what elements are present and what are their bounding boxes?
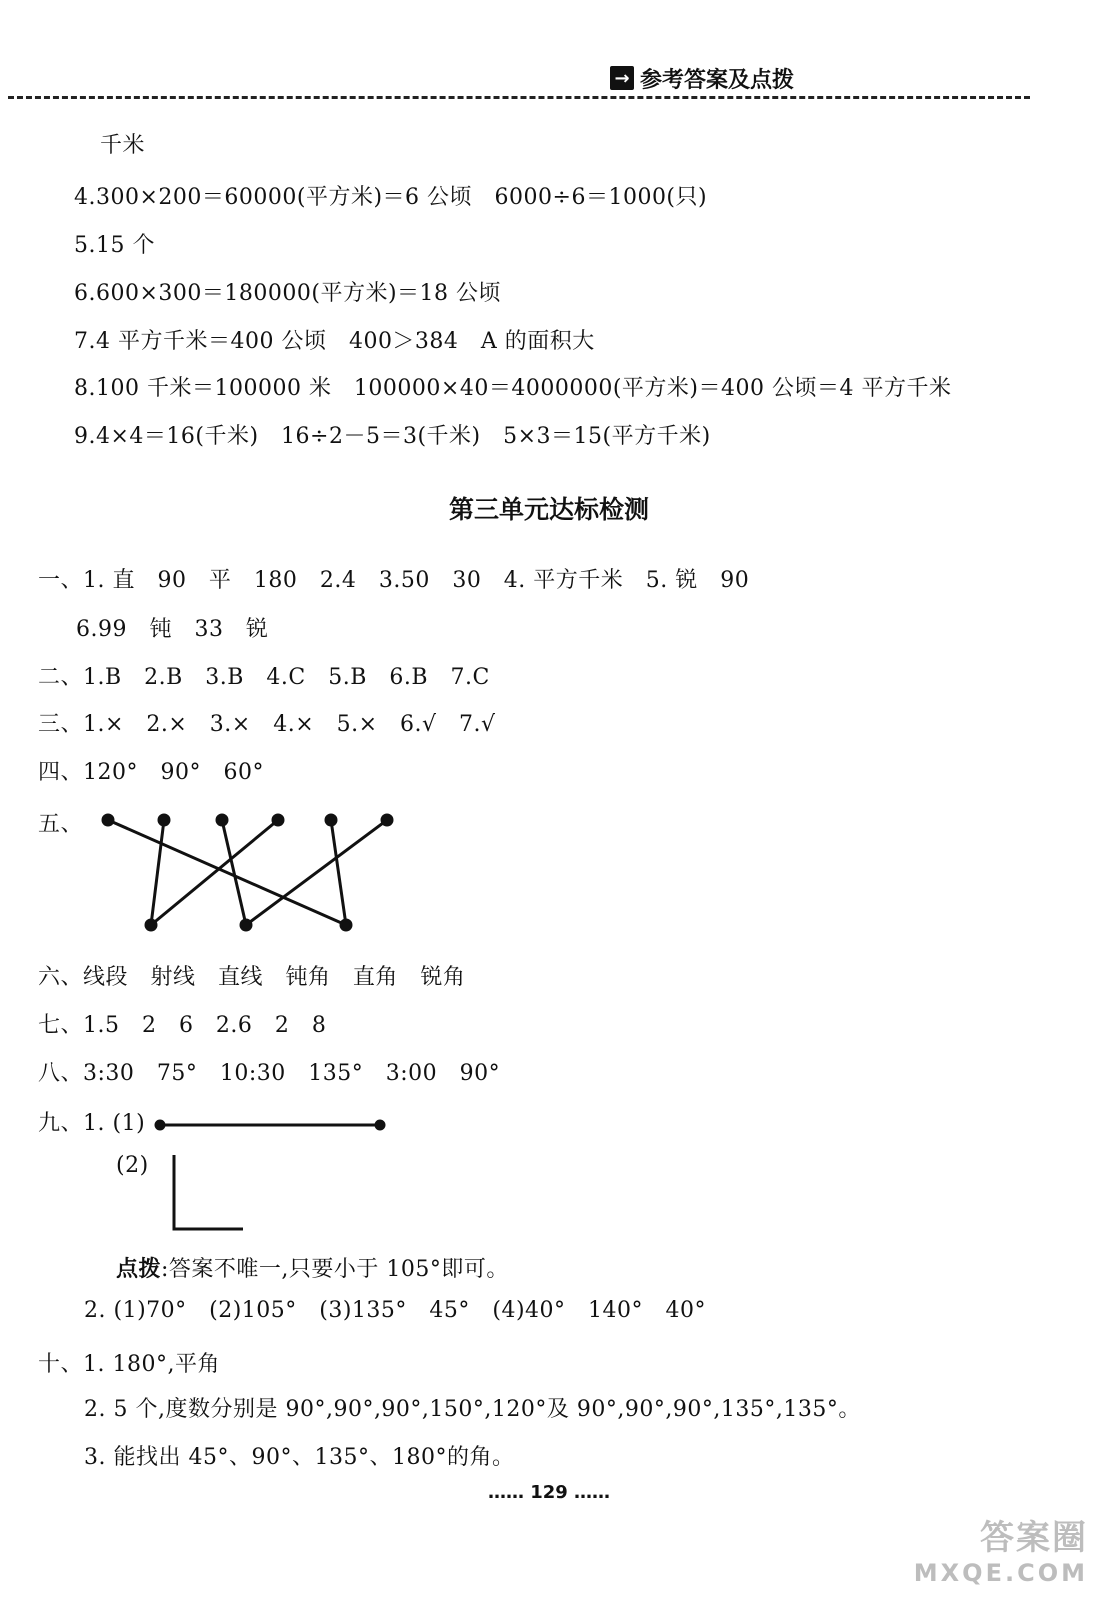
answer-line: 2. 5 个,度数分别是 90°,90°,90°,150°,120°及 90°,90°,90°,135°,135°。	[84, 1397, 861, 1422]
answer-line: 5.15 个	[74, 233, 155, 258]
match-dot	[326, 815, 336, 825]
answer-line: 千米	[100, 133, 146, 158]
hint-label: 点拨	[116, 1257, 162, 1282]
answer-line: 6.600×300＝180000(平方米)＝18 公顷	[74, 281, 502, 306]
answer-line: 六、线段 射线 直线 钝角 直角 锐角	[38, 965, 466, 990]
answer-line: 8.100 千米＝100000 米 100000×40＝4000000(平方米)＝400 公顷＝4 平方千米	[74, 376, 952, 401]
answer-line: 6.99 钝 33 锐	[76, 617, 269, 642]
match-dot	[273, 815, 283, 825]
answer-line: 二、1.B 2.B 3.B 4.C 5.B 6.B 7.C	[38, 665, 490, 690]
answer-line: (2)	[116, 1153, 149, 1178]
answer-line: 一、1. 直 90 平 180 2.4 3.50 30 4. 平方千米 5. 锐 90	[38, 568, 750, 593]
answer-line: 八、3:30 75° 10:30 135° 3:00 90°	[38, 1061, 501, 1086]
answer-line: 4.300×200＝60000(平方米)＝6 公顷 6000÷6＝1000(只)	[74, 185, 708, 210]
hint-line	[116, 1252, 509, 1283]
answer-line: 十、1. 180°,平角	[38, 1352, 220, 1377]
line-segment-figure	[156, 1121, 384, 1129]
match-dot	[241, 920, 251, 930]
watermark-top: 答案圈	[980, 1518, 1088, 1558]
answer-line: 五、	[38, 812, 84, 837]
match-dot	[382, 815, 392, 825]
answer-line: 七、1.5 2 6 2.6 2 8	[38, 1013, 327, 1038]
match-line	[151, 820, 278, 925]
answer-line: 九、1. (1)	[38, 1111, 146, 1136]
match-line	[246, 820, 387, 925]
arrow-right-icon: →	[610, 66, 634, 90]
answer-line: 9.4×4＝16(千米) 16÷2－5＝3(千米) 5×3＝15(平方千米)	[74, 424, 711, 449]
watermark-logo	[914, 1510, 1088, 1587]
page-number: …… 129 ……	[487, 1482, 611, 1503]
answer-line: 7.4 平方千米＝400 公顷 400＞384 A 的面积大	[74, 329, 595, 354]
header-title: 参考答案及点拨	[640, 67, 795, 93]
section-title: 第三单元达标检测	[448, 495, 649, 524]
hint-text: :答案不唯一,只要小于 105°即可。	[161, 1257, 509, 1282]
match-dot	[159, 815, 169, 825]
match-line	[151, 820, 164, 925]
answer-line: 三、1.× 2.× 3.× 4.× 5.× 6.√ 7.√	[38, 712, 496, 737]
match-line	[331, 820, 346, 925]
match-dot	[341, 920, 351, 930]
watermark-bottom: MXQE.COM	[913, 1559, 1088, 1587]
answer-line: 2. (1)70° (2)105° (3)135° 45° (4)40° 140° 40°	[84, 1298, 706, 1323]
match-dot	[103, 815, 113, 825]
angle-figure	[174, 1155, 243, 1229]
matching-diagram	[103, 815, 392, 930]
match-dot	[217, 815, 227, 825]
answer-line: 四、120° 90° 60°	[38, 760, 264, 785]
answer-line: 3. 能找出 45°、90°、135°、180°的角。	[84, 1445, 515, 1470]
match-dot	[146, 920, 156, 930]
